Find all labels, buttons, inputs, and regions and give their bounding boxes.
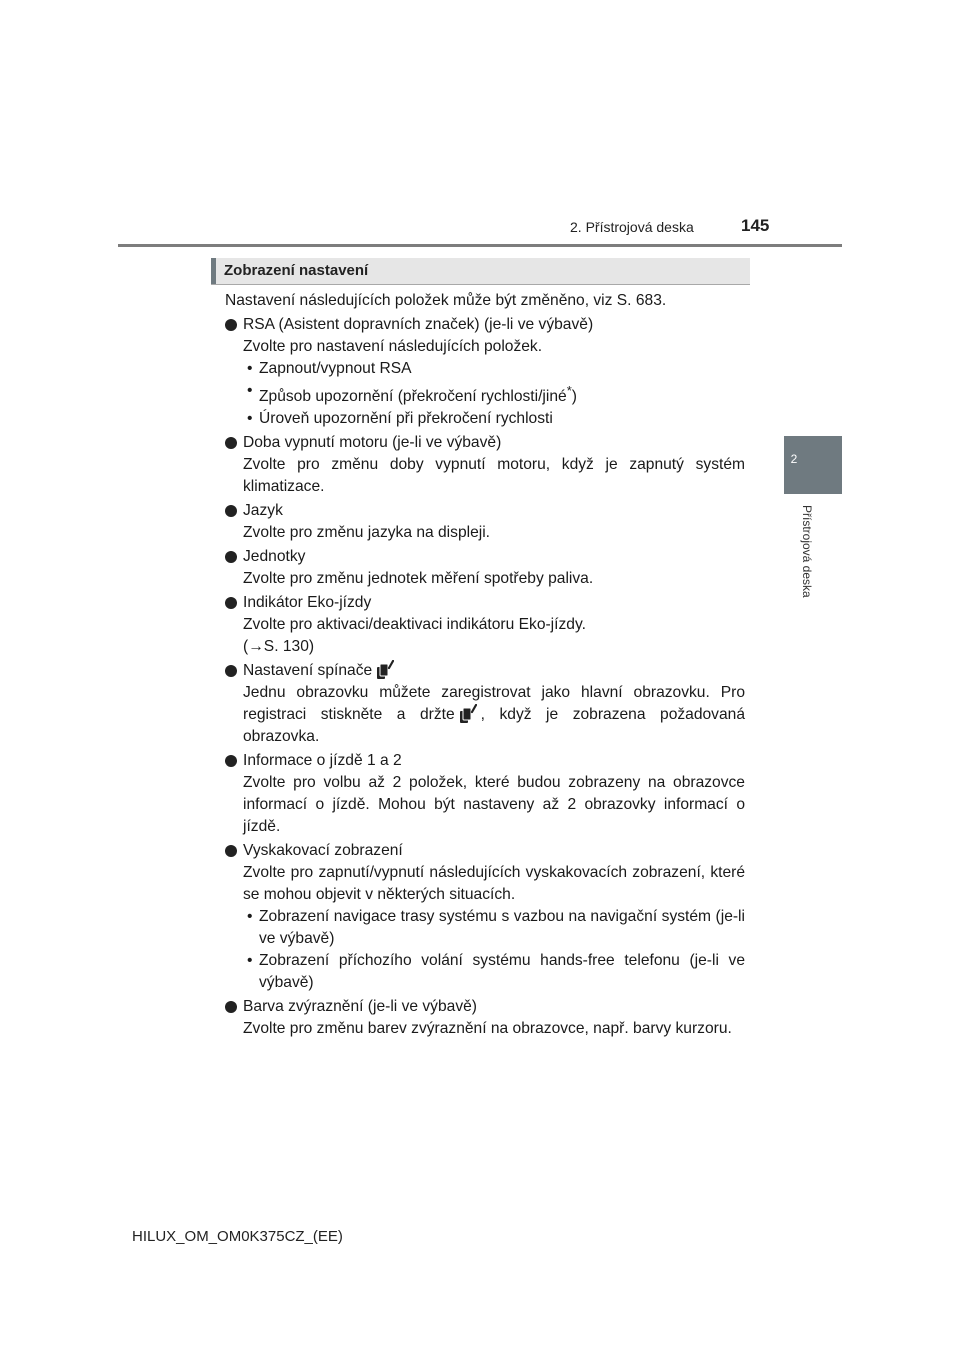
bullet-icon bbox=[225, 319, 237, 331]
bullet-icon bbox=[225, 755, 237, 767]
intro-text: Nastavení následujících položek může být změněno, viz S. 683. bbox=[225, 292, 667, 309]
item-title: Jednotky bbox=[243, 548, 306, 566]
bullet-icon bbox=[225, 1001, 237, 1013]
settings-content bbox=[225, 290, 745, 1040]
bullet-icon bbox=[225, 597, 237, 609]
bullet-icon bbox=[225, 437, 237, 449]
item-eco bbox=[225, 592, 745, 658]
item-desc: Zvolte pro volbu až 2 položek, které budou zobrazeny na obrazovce informací o jízdě. Mohou být nastaveny až 2 obrazovky informací o jízdě. bbox=[243, 774, 745, 836]
sub-list bbox=[243, 906, 745, 994]
bullet-icon bbox=[225, 665, 237, 677]
item-title: Jazyk bbox=[243, 502, 283, 520]
item-desc: Zvolte pro změnu jazyka na displeji. bbox=[243, 524, 491, 542]
title-accent bbox=[211, 258, 216, 284]
header-section-title: 2. Přístrojová deska bbox=[570, 219, 694, 235]
item-desc: Zvolte pro změnu barev zvýraznění na obrazovce, např. barvy kurzoru. bbox=[243, 1020, 732, 1038]
sub-item: • Způsob upozornění (překročení rychlosti/jiné*) bbox=[243, 380, 745, 408]
switch-button-icon bbox=[459, 704, 477, 724]
item-title: Nastavení spínače bbox=[243, 662, 373, 680]
item-desc: Zvolte pro změnu jednotek měření spotřeby paliva. bbox=[243, 570, 594, 588]
bullet-icon bbox=[225, 505, 237, 517]
item-title: Doba vypnutí motoru (je-li ve výbavě) bbox=[243, 434, 502, 452]
footnote-star: * bbox=[566, 383, 572, 398]
page-number: 145 bbox=[741, 216, 770, 235]
side-tab-label: Přístrojová deska bbox=[800, 505, 814, 598]
section-title-bar bbox=[211, 258, 750, 285]
item-desc: Zvolte pro nastavení následujících položek. bbox=[243, 338, 543, 355]
item-title: Informace o jízdě 1 a 2 bbox=[243, 752, 402, 770]
header-rule bbox=[118, 244, 842, 247]
switch-button-icon bbox=[376, 660, 394, 680]
bullet-icon bbox=[225, 845, 237, 857]
sub-item: • Zapnout/vypnout RSA bbox=[243, 358, 745, 380]
sub-item: • Zobrazení příchozího volání systému hands-free telefonu (je-li ve výbavě) bbox=[243, 950, 745, 994]
item-engine-off bbox=[225, 432, 745, 498]
bullet-icon bbox=[225, 551, 237, 563]
item-units bbox=[225, 546, 745, 590]
sub-list bbox=[243, 358, 745, 430]
item-trip bbox=[225, 750, 745, 838]
item-title: RSA (Asistent dopravních značek) (je-li ve výbavě) bbox=[243, 316, 594, 333]
item-desc: Zvolte pro změnu doby vypnutí motoru, když je zapnutý systém klimatizace. bbox=[243, 456, 745, 496]
item-switch bbox=[225, 660, 745, 748]
item-desc: Zvolte pro aktivaci/deaktivaci indikátoru Eko-jízdy. bbox=[243, 616, 586, 634]
item-desc: Zvolte pro zapnutí/vypnutí následujících vyskakovacích zobrazení, které se mohou objevit v některých situacích. bbox=[243, 864, 745, 904]
item-title: Barva zvýraznění (je-li ve výbavě) bbox=[243, 998, 477, 1016]
document-code: HILUX_OM_OM0K375CZ_(EE) bbox=[132, 1228, 343, 1245]
item-title: Vyskakovací zobrazení bbox=[243, 842, 403, 860]
side-tab-number: 2 bbox=[790, 452, 798, 466]
item-popup bbox=[225, 840, 745, 994]
item-title-line bbox=[243, 660, 745, 682]
item-desc: Jednu obrazovku můžete zaregistrovat jako hlavní obrazovku. Pro registraci stiskněte a držte , když je zobrazena požadovaná obrazovka. bbox=[243, 684, 745, 746]
page-reference: (→S. 130) bbox=[243, 638, 315, 656]
item-rsa bbox=[225, 314, 745, 430]
item-language bbox=[225, 500, 745, 544]
sub-item: • Úroveň upozornění při překročení rychlosti bbox=[243, 408, 745, 430]
item-accent-color bbox=[225, 996, 745, 1040]
sub-item: • Zobrazení navigace trasy systému s vazbou na navigační systém (je-li ve výbavě) bbox=[243, 906, 745, 950]
item-title: Indikátor Eko-jízdy bbox=[243, 594, 372, 612]
section-title: Zobrazení nastavení bbox=[224, 262, 369, 279]
